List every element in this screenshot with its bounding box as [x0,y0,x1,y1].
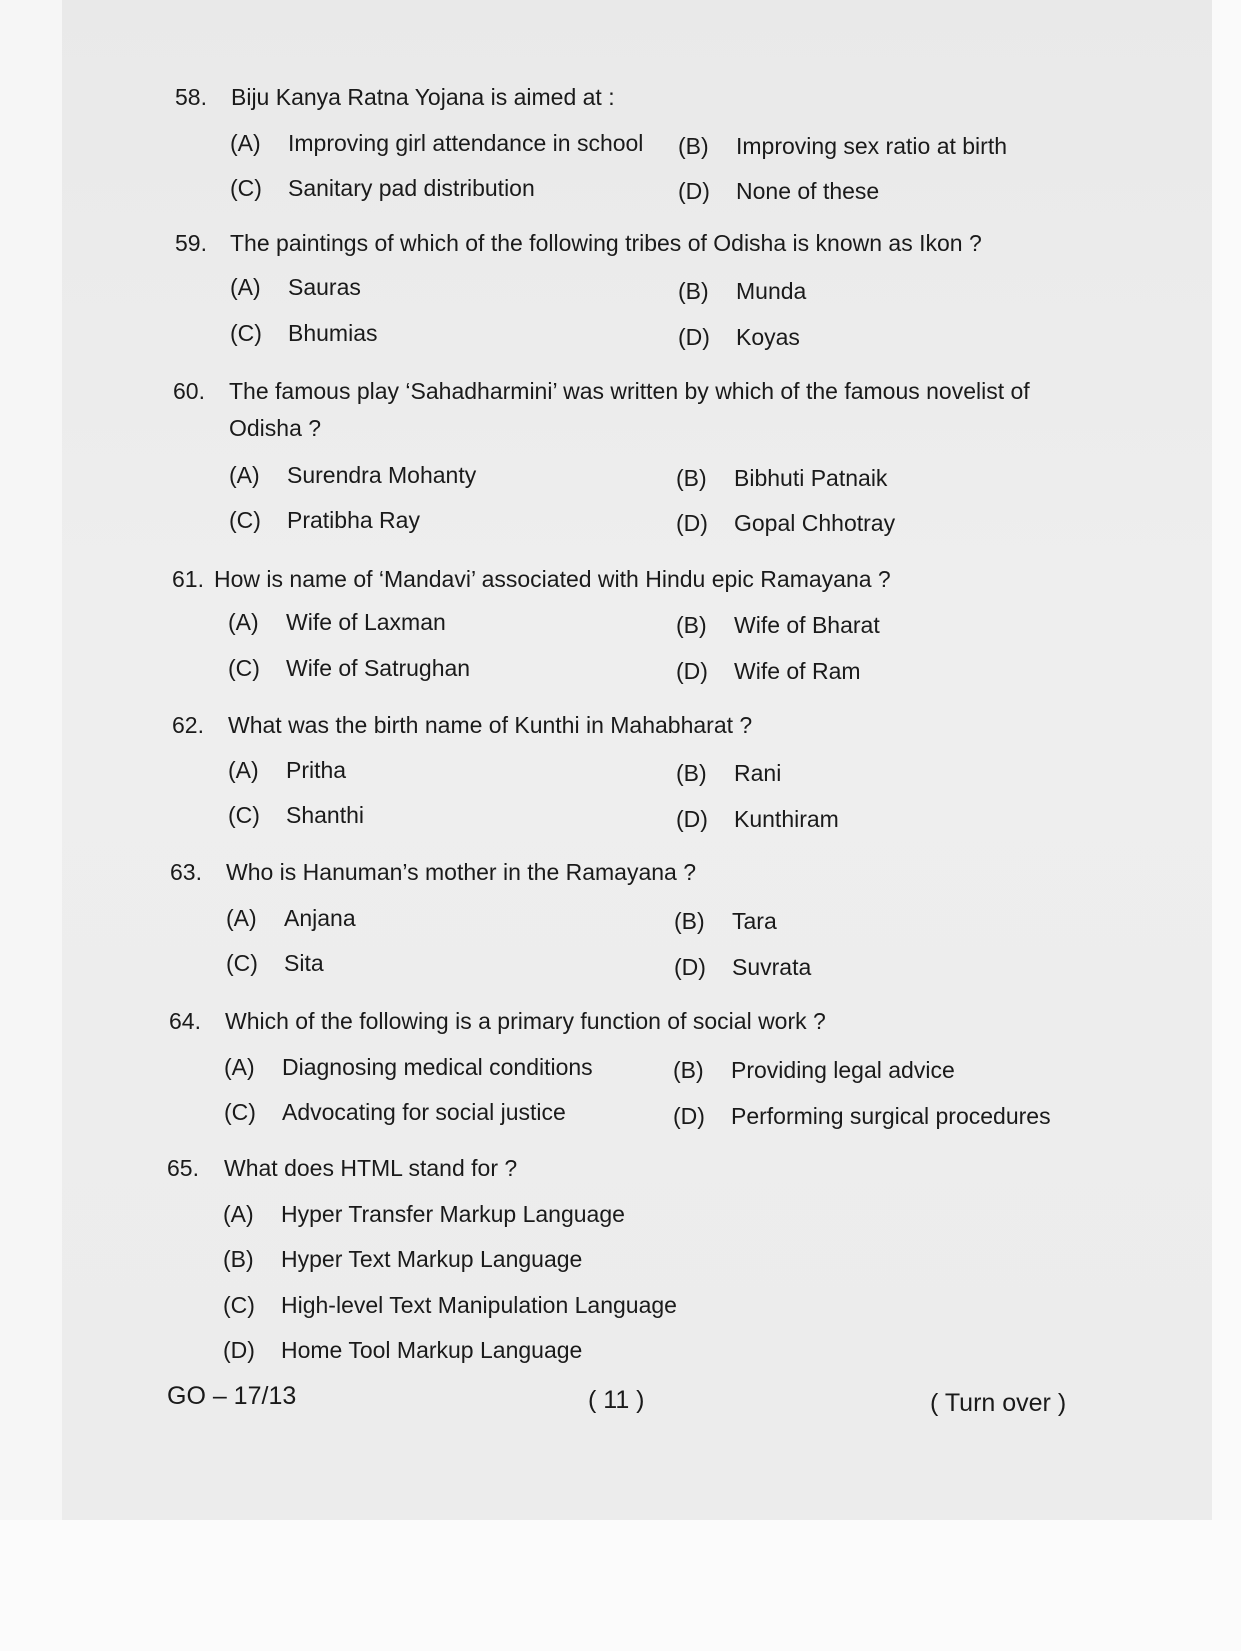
option-label: (D) [676,658,708,684]
question-text: How is name of ‘Mandavi’ associated with Hindu epic Ramayana ? [214,566,891,592]
option-label: (B) [676,612,707,638]
option-label: (B) [674,908,705,934]
option-label: (B) [223,1246,254,1272]
option-label: (A) [228,757,259,783]
option-text: Gopal Chhotray [734,510,896,536]
option-label: (D) [223,1337,255,1363]
option-label: (C) [228,655,260,681]
option-text: Improving sex ratio at birth [736,133,1008,159]
option-text: Providing legal advice [731,1057,955,1083]
option-label: (D) [674,954,706,980]
option-label: (B) [676,760,707,786]
option-label: (C) [223,1292,255,1318]
option-text: Diagnosing medical conditions [282,1054,593,1080]
option-label: (D) [673,1103,705,1129]
option-label: (A) [228,609,259,635]
option-text: Sita [284,950,324,976]
option-text: Wife of Satrughan [286,655,471,681]
option-text: Home Tool Markup Language [281,1337,583,1363]
option-text: Pritha [286,757,347,783]
page-number: ( 11 ) [588,1386,645,1414]
option-label: (A) [230,274,261,300]
question-number: 65. [167,1155,199,1181]
question-text: Who is Hanuman’s mother in the Ramayana ? [226,859,697,885]
scan-right-margin [1212,0,1241,1651]
question-text: Biju Kanya Ratna Yojana is aimed at : [231,84,615,110]
option-label: (C) [230,175,262,201]
question-number: 63. [170,859,202,885]
option-text: Improving girl attendance in school [288,130,644,156]
option-text: Shanthi [286,802,365,828]
option-label: (B) [678,133,709,159]
option-text: Suvrata [732,954,812,980]
option-text: Hyper Text Markup Language [281,1246,583,1272]
question-number: 64. [169,1008,201,1034]
question-number: 59. [175,230,207,256]
question-number: 61. [172,566,204,592]
option-text: Sanitary pad distribution [288,175,535,201]
option-label: (A) [229,462,260,488]
option-label: (C) [229,507,261,533]
option-text: Wife of Laxman [286,609,446,635]
option-text: Performing surgical procedures [731,1103,1051,1129]
question-number: 60. [173,378,205,404]
option-text: Wife of Ram [734,658,861,684]
option-label: (B) [676,465,707,491]
option-text: Koyas [736,324,800,350]
option-label: (A) [223,1201,254,1227]
option-label: (C) [226,950,258,976]
question-text: What does HTML stand for ? [224,1155,518,1181]
option-label: (B) [678,278,709,304]
option-text: None of these [736,178,880,204]
option-label: (D) [678,178,710,204]
option-label: (C) [230,320,262,346]
option-text: Kunthiram [734,806,839,832]
question-text-line2: Odisha ? [229,415,322,441]
question-text: The paintings of which of the following tribes of Odisha is known as Ikon ? [230,230,982,256]
option-text: Sauras [288,274,361,300]
option-text: High-level Text Manipulation Language [281,1292,677,1318]
option-text: Anjana [284,905,356,931]
option-text: Hyper Transfer Markup Language [281,1201,625,1227]
option-text: Munda [736,278,807,304]
option-text: Surendra Mohanty [287,462,477,488]
question-number: 62. [172,712,204,738]
option-label: (C) [228,802,260,828]
scan-bottom-margin [0,1520,1241,1651]
option-text: Rani [734,760,782,786]
option-text: Pratibha Ray [287,507,420,533]
scan-left-margin [0,0,62,1520]
question-text: What was the birth name of Kunthi in Mahabharat ? [228,712,753,738]
option-text: Bhumias [288,320,378,346]
option-text: Tara [732,908,777,934]
option-label: (A) [226,905,257,931]
option-label: (A) [224,1054,255,1080]
option-text: Wife of Bharat [734,612,880,638]
option-text: Advocating for social justice [282,1099,566,1125]
question-number: 58. [175,84,207,110]
option-label: (D) [676,806,708,832]
option-label: (D) [678,324,710,350]
option-label: (D) [676,510,708,536]
question-text: The famous play ‘Sahadharmini’ was written by which of the famous novelist of [229,378,1030,404]
option-label: (C) [224,1099,256,1125]
option-label: (A) [230,130,261,156]
paper-code: GO – 17/13 [167,1382,297,1410]
question-text: Which of the following is a primary function of social work ? [225,1008,826,1034]
turn-over-note: ( Turn over ) [930,1389,1067,1417]
option-text: Bibhuti Patnaik [734,465,888,491]
option-label: (B) [673,1057,704,1083]
